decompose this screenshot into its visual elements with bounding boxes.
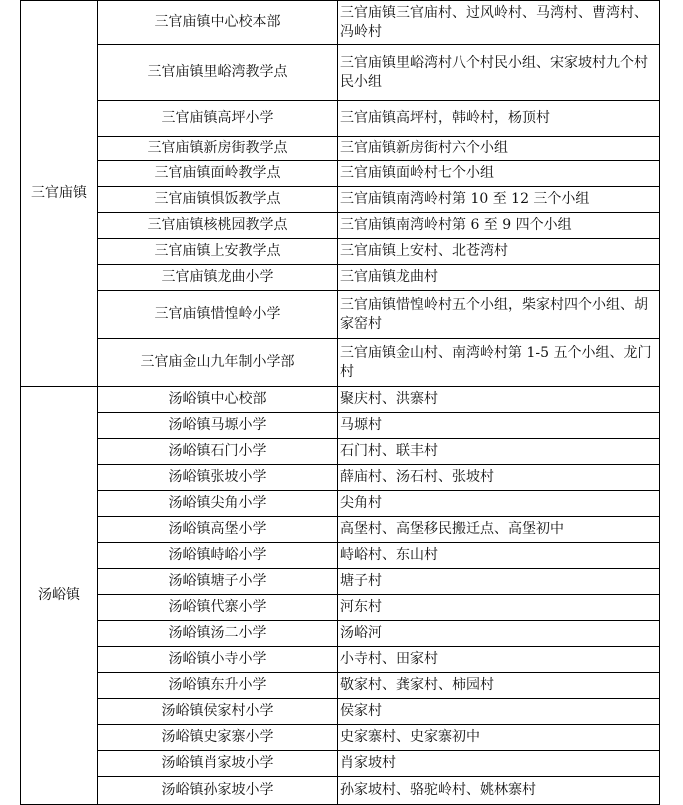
service-area-cell: 三官庙镇里峪湾村八个村民小组、宋家坡村九个村民小组 bbox=[338, 45, 660, 101]
table-row bbox=[21, 569, 660, 595]
service-area-cell: 三官庙镇龙曲村 bbox=[338, 265, 660, 291]
service-area-cell: 聚庆村、洪寨村 bbox=[338, 387, 660, 413]
table-row bbox=[21, 439, 660, 465]
school-name-cell: 汤峪镇尖角小学 bbox=[98, 491, 338, 517]
table-row bbox=[21, 465, 660, 491]
school-name-cell: 汤峪镇峙峪小学 bbox=[98, 543, 338, 569]
table-row bbox=[21, 725, 660, 751]
school-name-cell: 三官庙镇惧饭教学点 bbox=[98, 187, 338, 213]
table-row bbox=[21, 265, 660, 291]
school-name-cell: 汤峪镇塘子小学 bbox=[98, 569, 338, 595]
service-area-cell: 史家寨村、史家寨初中 bbox=[338, 725, 660, 751]
service-area-cell: 汤峪河 bbox=[338, 621, 660, 647]
table-row bbox=[21, 543, 660, 569]
table-row bbox=[21, 621, 660, 647]
town-cell: 汤峪镇 bbox=[21, 387, 98, 805]
school-name-cell: 三官庙镇惜惶岭小学 bbox=[98, 291, 338, 339]
school-name-cell: 汤峪镇东升小学 bbox=[98, 673, 338, 699]
table-row bbox=[21, 491, 660, 517]
school-name-cell: 汤峪镇石门小学 bbox=[98, 439, 338, 465]
table-row bbox=[21, 751, 660, 777]
service-area-cell: 三官庙镇面岭村七个小组 bbox=[338, 161, 660, 187]
service-area-cell: 塘子村 bbox=[338, 569, 660, 595]
school-name-cell: 三官庙镇核桃园教学点 bbox=[98, 213, 338, 239]
table-row bbox=[21, 161, 660, 187]
table-row bbox=[21, 1, 660, 45]
table-row bbox=[21, 239, 660, 265]
school-name-cell: 三官庙镇龙曲小学 bbox=[98, 265, 338, 291]
table-row bbox=[21, 339, 660, 387]
service-area-cell: 侯家村 bbox=[338, 699, 660, 725]
service-area-cell: 孙家坡村、骆驼岭村、姚林寨村 bbox=[338, 777, 660, 805]
table-row bbox=[21, 413, 660, 439]
service-area-cell: 三官庙镇金山村、南湾岭村第 1-5 五个小组、龙门村 bbox=[338, 339, 660, 387]
school-name-cell: 汤峪镇小寺小学 bbox=[98, 647, 338, 673]
school-name-cell: 汤峪镇侯家村小学 bbox=[98, 699, 338, 725]
school-name-cell: 汤峪镇代寨小学 bbox=[98, 595, 338, 621]
school-name-cell: 三官庙镇新房街教学点 bbox=[98, 137, 338, 161]
school-name-cell: 三官庙镇里峪湾教学点 bbox=[98, 45, 338, 101]
service-area-cell: 三官庙镇惜惶岭村五个小组，柴家村四个小组、胡家窑村 bbox=[338, 291, 660, 339]
service-area-cell: 三官庙镇南湾岭村第 6 至 9 四个小组 bbox=[338, 213, 660, 239]
school-name-cell: 汤峪镇汤二小学 bbox=[98, 621, 338, 647]
service-area-cell: 石门村、联丰村 bbox=[338, 439, 660, 465]
service-area-cell: 三官庙镇高坪村，韩岭村，杨顶村 bbox=[338, 101, 660, 137]
service-area-cell: 三官庙镇三官庙村、过风岭村、马湾村、曹湾村、冯岭村 bbox=[338, 1, 660, 45]
service-area-cell: 薛庙村、汤石村、张坡村 bbox=[338, 465, 660, 491]
table-body bbox=[21, 1, 660, 805]
table-row bbox=[21, 699, 660, 725]
table-row bbox=[21, 647, 660, 673]
service-area-cell: 尖角村 bbox=[338, 491, 660, 517]
school-name-cell: 汤峪镇史家寨小学 bbox=[98, 725, 338, 751]
school-name-cell: 三官庙镇面岭教学点 bbox=[98, 161, 338, 187]
table-row bbox=[21, 291, 660, 339]
school-district-table bbox=[20, 0, 660, 805]
school-name-cell: 汤峪镇马塬小学 bbox=[98, 413, 338, 439]
table-row bbox=[21, 45, 660, 101]
school-name-cell: 三官庙镇上安教学点 bbox=[98, 239, 338, 265]
service-area-cell: 三官庙镇上安村、北苍湾村 bbox=[338, 239, 660, 265]
table-row bbox=[21, 101, 660, 137]
service-area-cell: 马塬村 bbox=[338, 413, 660, 439]
table-row bbox=[21, 213, 660, 239]
school-name-cell: 三官庙镇高坪小学 bbox=[98, 101, 338, 137]
school-name-cell: 汤峪镇中心校部 bbox=[98, 387, 338, 413]
table-row bbox=[21, 595, 660, 621]
service-area-cell: 高堡村、高堡移民搬迁点、高堡初中 bbox=[338, 517, 660, 543]
school-name-cell: 三官庙镇中心校本部 bbox=[98, 1, 338, 45]
table-row bbox=[21, 777, 660, 805]
service-area-cell: 小寺村、田家村 bbox=[338, 647, 660, 673]
school-name-cell: 汤峪镇高堡小学 bbox=[98, 517, 338, 543]
service-area-cell: 河东村 bbox=[338, 595, 660, 621]
service-area-cell: 三官庙镇新房街村六个小组 bbox=[338, 137, 660, 161]
service-area-cell: 肖家坡村 bbox=[338, 751, 660, 777]
service-area-cell: 三官庙镇南湾岭村第 10 至 12 三个小组 bbox=[338, 187, 660, 213]
town-cell: 三官庙镇 bbox=[21, 1, 98, 387]
school-name-cell: 汤峪镇张坡小学 bbox=[98, 465, 338, 491]
table-row bbox=[21, 673, 660, 699]
school-name-cell: 三官庙金山九年制小学部 bbox=[98, 339, 338, 387]
table-row bbox=[21, 517, 660, 543]
service-area-cell: 峙峪村、东山村 bbox=[338, 543, 660, 569]
school-name-cell: 汤峪镇孙家坡小学 bbox=[98, 777, 338, 805]
service-area-cell: 敬家村、龚家村、柿园村 bbox=[338, 673, 660, 699]
table-row bbox=[21, 137, 660, 161]
school-name-cell: 汤峪镇肖家坡小学 bbox=[98, 751, 338, 777]
table-row bbox=[21, 387, 660, 413]
table-row bbox=[21, 187, 660, 213]
